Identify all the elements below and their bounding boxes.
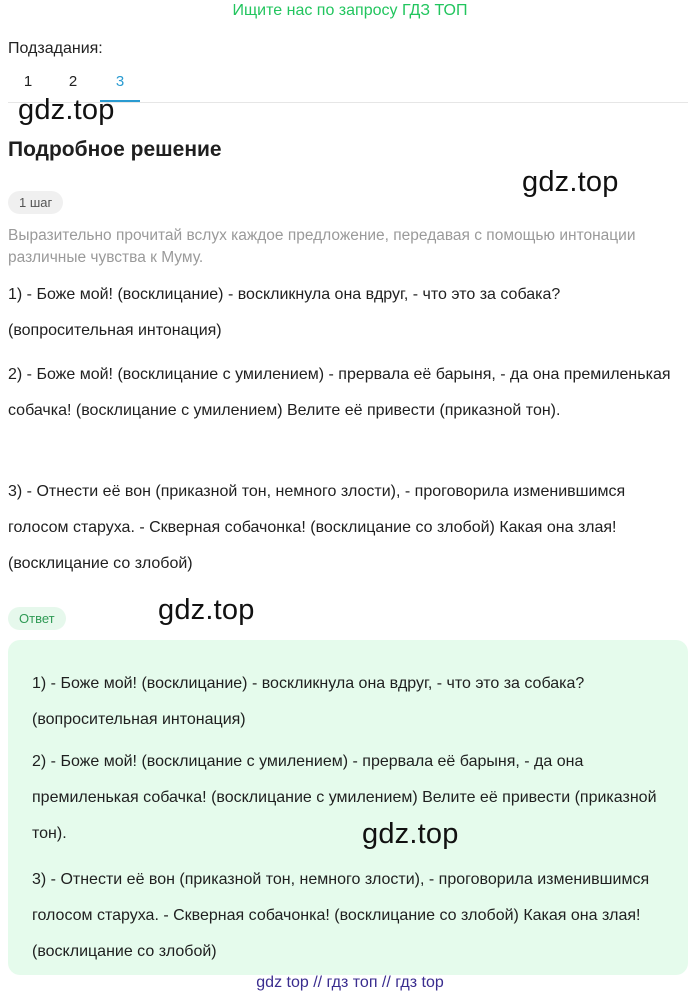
- tab-subtask-1[interactable]: 1: [23, 73, 33, 90]
- answer-paragraph-3: 3) - Отнести её вон (приказной тон, немного злости), - проговорила изменившимся голосом старуха. - Скверная собачонка! (восклицание со злобой) Какая она злая! (восклицание со злобой): [32, 871, 650, 960]
- watermark: gdz.top: [158, 594, 255, 626]
- solution-paragraph-1: 1) - Боже мой! (восклицание) - воскликнула она вдруг, - что это за собака? (вопросительная интонация): [8, 286, 561, 339]
- tab-subtask-2[interactable]: 2: [68, 73, 78, 90]
- answer-badge: Ответ: [8, 607, 66, 630]
- answer-paragraph-2: 2) - Боже мой! (восклицание с умилением) - прервала её барыня, - да она премиленькая собачка! (восклицание с умилением) Велите её привести (приказной тон).: [32, 753, 657, 842]
- step-badge: 1 шаг: [8, 191, 63, 214]
- tab-subtask-3[interactable]: 3: [100, 72, 140, 102]
- promo-banner[interactable]: Ищите нас по запросу ГДЗ ТОП: [232, 2, 468, 19]
- answer-box: [8, 640, 688, 975]
- task-hint: Выразительно прочитай вслух каждое предложение, передавая с помощью интонации различные чувства к Муму.: [8, 227, 636, 266]
- page-title: Подробное решение: [8, 138, 222, 161]
- solution-paragraph-3: 3) - Отнести её вон (приказной тон, немного злости), - проговорила изменившимся голосом старуха. - Скверная собачонка! (восклицание со злобой) Какая она злая! (восклицание со злобой): [8, 483, 626, 572]
- answer-paragraph-1: 1) - Боже мой! (восклицание) - воскликнула она вдруг, - что это за собака? (вопросительная интонация): [32, 675, 585, 728]
- watermark: gdz.top: [362, 818, 459, 850]
- solution-paragraph-2: 2) - Боже мой! (восклицание с умилением) - прервала её барыня, - да она премиленькая собачка! (восклицание с умилением) Велите её привести (приказной тон).: [8, 366, 671, 419]
- watermark: gdz.top: [522, 166, 619, 198]
- footer-links[interactable]: gdz top // гдз топ // гдз top: [256, 974, 444, 991]
- watermark: gdz.top: [18, 94, 115, 126]
- subtasks-label: Подзадания:: [8, 40, 103, 57]
